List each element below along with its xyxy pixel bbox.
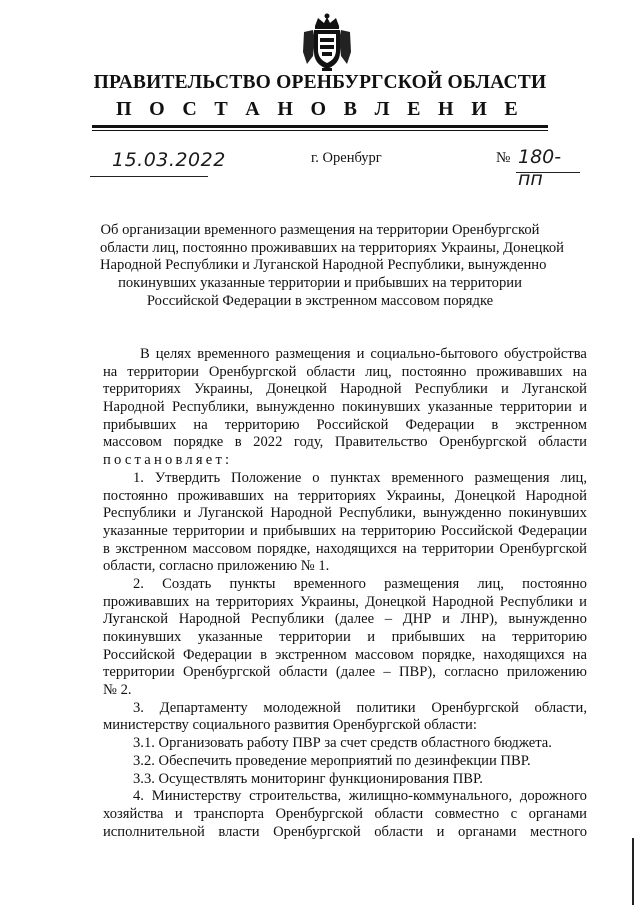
decree-number-underline [516, 146, 580, 190]
decree-number-field [496, 146, 586, 190]
title-line: Народной Республики и Луганской Народной Республики, вынужденно [100, 257, 547, 274]
body-line: массовом порядке в 2022 году, Правительство Оренбургской области [103, 434, 587, 451]
body-line: 4. Министерству строительства, жилищно-коммунального, дорожного [133, 788, 587, 805]
header-rule-thick [92, 125, 548, 128]
government-name: ПРАВИТЕЛЬСТВО ОРЕНБУРГСКОЙ ОБЛАСТИ [93, 72, 547, 93]
body-line: покинувших указанные территории и прибывших на территорию [103, 629, 587, 645]
body-line: постоянно проживавших на территориях Украины, Донецкой Народной [103, 487, 587, 504]
body-line: постановляет: [103, 452, 233, 469]
body-line: хозяйства и транспорта Оренбургской области совместно с органами [103, 805, 587, 822]
number-sign: № [496, 150, 511, 166]
title-line: Российской Федерации в экстренном массовом порядке [146, 292, 494, 309]
document-type: П О С Т А Н О В Л Е Н И Е [116, 98, 524, 120]
body-line: 1. Утвердить Положение о пунктах временного размещения лиц, [133, 469, 587, 486]
header-rule-thin [92, 130, 548, 131]
body-line: В целях временного размещения и социально-бытового обустройства [140, 346, 587, 362]
body-line: № 2. [103, 682, 132, 699]
body-line: Республики и Луганской Народной Республики, вынужденно покинувших [103, 505, 587, 522]
body-line: на территории Оренбургской области лиц, постоянно проживавших на [103, 363, 587, 380]
body-line: Луганской Народной Республики (далее – ДНР и ЛНР), вынужденно [103, 611, 587, 628]
title-line: области лиц, постоянно проживавших на территориях Украины, Донецкой [100, 239, 564, 256]
body-line: исполнительной власти Оренбургской области и органами местного [103, 823, 587, 840]
body-line: Российской Федерации в экстренном массовом порядке, находящихся на [103, 646, 587, 663]
body-line: 3.3. Осуществлять мониторинг функционирования ПВР. [133, 770, 483, 787]
decree-date: 15.03.2022 [112, 149, 226, 171]
body-line: в экстренном массовом порядке, находящихся на территории Оренбургской [103, 540, 587, 557]
body-line: Народной Республики, вынужденно покинувших указанные территории и [103, 399, 587, 416]
decree-title [100, 222, 564, 311]
decree-number: 180-пп [518, 146, 562, 190]
title-line: покинувших указанные территории и прибывших на территории [118, 275, 522, 292]
body-line: территории Оренбургской области (далее – ПВР), согласно приложению [103, 664, 587, 681]
decree-city: г. Оренбург [311, 150, 382, 166]
body-line: 3.2. Обеспечить проведение мероприятий по дезинфекции ПВР. [133, 752, 531, 769]
body-line: 3. Департаменту молодежной политики Оренбургской области, [133, 699, 587, 716]
body-line: указанные территории и прибывших на территорию Российской Федерации [103, 522, 587, 539]
decree-body [103, 346, 587, 841]
body-line: области, согласно приложению № 1. [103, 558, 330, 575]
scan-edge-mark [632, 838, 634, 905]
body-line: прибывших на территорию Российской Федерации в экстренном [103, 416, 587, 433]
body-line: территориях Украины, Донецкой Народной Республики и Луганской [103, 381, 587, 398]
body-line: министерству социального развития Оренбургской области: [103, 717, 477, 734]
decree-date-field [90, 148, 226, 177]
coat-of-arms-icon [300, 12, 354, 72]
body-line: 3.1. Организовать работу ПВР за счет средств областного бюджета. [133, 735, 552, 752]
body-line: проживавших на территориях Украины, Донецкой Народной Республики и [103, 593, 587, 610]
title-line: Об организации временного размещения на территории Оренбургской [100, 222, 540, 238]
body-line: 2. Создать пункты временного размещения лиц, постоянно [133, 575, 587, 592]
